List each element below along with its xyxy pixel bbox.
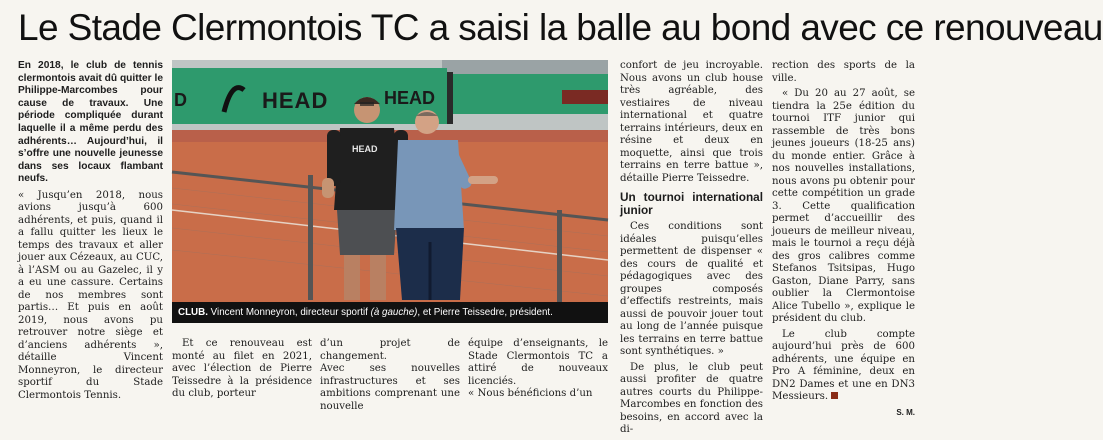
author-signature: S. M. bbox=[896, 407, 915, 417]
lead-paragraph: En 2018, le club de tennis clermontois avait dû quitter le Philippe-Marcombes pour cause de travaux. Une période compliquée durant laquelle il a même perdu des adhérents… Aujourd’hui, il s’offre une nouvelle jeunesse dans ses locaux flambant neufs. bbox=[18, 60, 163, 185]
column-3 bbox=[620, 60, 763, 440]
column-2a bbox=[172, 338, 312, 404]
caption-italic: (à gauche) bbox=[370, 307, 418, 318]
body-paragraph: Et ce renouveau est monté au filet en 2021, avec l’élection de Pierre Teissedre à la présidence du club, porteur bbox=[172, 338, 312, 399]
body-paragraph: d’un projet de changement. Avec ses nouvelles infrastructures et ses ambitions comprenant une nouvelle bbox=[320, 338, 460, 412]
banner-partial-text: D bbox=[174, 90, 187, 110]
body-paragraph: équipe d’enseignants, le Stade Clermontois TC a attiré de nouveaux licenciés. « Nous bénéficions d’un bbox=[468, 338, 608, 399]
body-paragraph: « Jusqu’en 2018, nous avions jusqu’à 600 adhérents, et puis, quand il a fallu quitter les lieux le temps des travaux et aller jouer aux Cézeaux, au CUC, à l’ASM ou au Gazelec, il y a eu une cassure. Certains de nos membres sont partis… Et puis en août 2019, nous avons pu retrouver notre siège et d’anciens adhérents », détaille Vincent Monneyron, le directeur sportif du Stade Clermontois Tennis. bbox=[18, 189, 163, 401]
column-4 bbox=[772, 60, 915, 419]
photo-illustration bbox=[172, 60, 608, 323]
shirt-brand-text: HEAD bbox=[352, 144, 378, 154]
column-1 bbox=[18, 60, 163, 405]
closing-text: Le club compte aujourd’hui près de 600 adhérents, une équipe en Pro A féminine, deux en DN2 Dames et une en DN3 Messieurs. bbox=[772, 328, 915, 402]
body-paragraph: rection des sports de la ville. bbox=[772, 60, 915, 84]
caption-tag: CLUB. bbox=[178, 307, 208, 318]
article-photo bbox=[172, 60, 608, 323]
column-2c bbox=[468, 338, 608, 404]
headline: Le Stade Clermontois TC a saisi la balle au bond avec ce renouveau bbox=[18, 7, 1103, 48]
banner-brand-text: HEAD bbox=[262, 88, 329, 113]
body-paragraph: De plus, le club peut aussi profiter de quatre autres courts du Philippe-Marcombes en fonction des besoins, en accord avec la di- bbox=[620, 361, 763, 435]
subheading: Un tournoi international junior bbox=[620, 190, 763, 217]
caption-text-2: , et Pierre Teissedre, président. bbox=[417, 307, 553, 318]
end-mark-icon bbox=[831, 392, 838, 399]
body-paragraph: Ces conditions sont idéales puisqu’elles permettent de dispenser « des cours de qualité et pédagogiques avec des groupes composés d’effectifs restreints, mais aussi de pouvoir jouer tout au long de l’année puisque les terrains en terre battue sont synthétiques. » bbox=[620, 221, 763, 357]
column-2b bbox=[320, 338, 460, 416]
body-paragraph: confort de jeu incroyable. Nous avons un club house très agréable, des vestiaires de niveau international et quatre terrains intérieurs, deux en résine et deux en moquette, ainsi que trois terrains en terre battue », détaille Pierre Teissedre. bbox=[620, 60, 763, 184]
banner-brand-text-2: HEAD bbox=[384, 88, 436, 108]
photo-caption bbox=[172, 302, 608, 323]
body-paragraph: « Du 20 au 27 août, se tiendra la 25e édition du tournoi ITF junior qui rassemble de très bons jeunes joueurs (18-25 ans) du monde entier. Grâce à nos nouvelles installations, nous avons pu obtenir pour cette compétition un grade 3. Cette qualification permet d’accueillir des joueurs de meilleur niveau, mais le tournoi a reçu déjà des gros calibres comme Stefanos Tsitsipas, Hugo Gaston, Diane Parry, sans oublier la Clermontoise Alice Tubello », explique le président du club. bbox=[772, 88, 915, 324]
body-paragraph bbox=[772, 329, 915, 404]
caption-text-1: Vincent Monneyron, directeur sportif bbox=[207, 307, 371, 318]
